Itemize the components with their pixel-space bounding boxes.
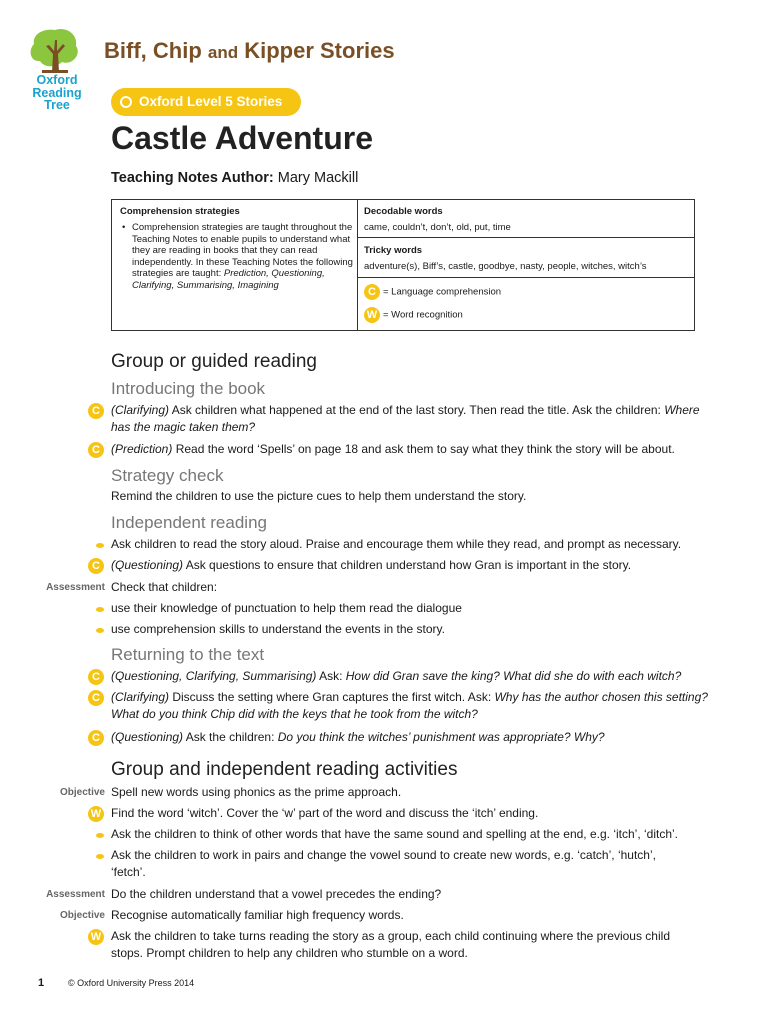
section-strategy: Strategy check	[111, 466, 224, 485]
objective-2: Recognise automatically familiar high frequency words.	[111, 908, 404, 922]
objective-label: Objective	[59, 787, 105, 798]
activity-w1: Find the word ‘witch’. Cover the ‘w’ part of the word and discuss the ‘itch’ ending.	[111, 806, 539, 820]
level-icon	[120, 96, 132, 108]
word-bullet	[96, 543, 104, 548]
activity-w2: Ask the children to take turns reading the story as a group, each child continuing where the previous child stops. Prompt children to help any children who stumble on a word.	[111, 929, 670, 960]
section-returning: Returning to the text	[111, 645, 265, 664]
comprehension-badge: C	[88, 403, 104, 419]
returning-item-2: (Clarifying) Discuss the setting where Gran captures the first witch. Ask: Why has the author chosen this setting? What do you think Chip did with the keys that he took from the witch?	[111, 690, 708, 721]
strategy-text: Remind the children to use the picture cues to help them understand the story.	[111, 489, 527, 503]
word-recognition-badge: W	[88, 929, 104, 945]
legend-w: W = Word recognition	[364, 307, 463, 324]
assessment-label: Assessment	[46, 582, 105, 593]
intro-item-2: (Prediction) Read the word ‘Spells’ on page 18 and ask them to say what they think the story will be about.	[111, 442, 675, 456]
word-recognition-badge: W	[88, 806, 104, 822]
section-group-reading: Group or guided reading	[111, 351, 317, 372]
check-bullet-2: use comprehension skills to understand the events in the story.	[111, 622, 445, 636]
copyright: © Oxford University Press 2014	[68, 978, 195, 988]
tricky-heading: Tricky words	[364, 245, 423, 256]
word-bullet	[96, 854, 104, 859]
level-badge: Oxford Level 5 Stories	[111, 88, 301, 116]
assessment-label: Assessment	[46, 889, 105, 900]
legend-c: C = Language comprehension	[364, 284, 501, 301]
returning-item-1: (Questioning, Clarifying, Summarising) Ask: How did Gran save the king? What did she do with each witch?	[111, 669, 682, 683]
logo-text: Oxford Reading Tree	[32, 73, 82, 112]
objective-1: Spell new words using phonics as the prime approach.	[111, 785, 402, 799]
activity-b2: Ask the children to work in pairs and change the vowel sound to create new words, e.g. ‘catch’, ‘hutch’, ‘fetch’.	[111, 848, 656, 879]
comp-heading: Comprehension strategies	[120, 206, 240, 217]
decodable-words: came, couldn’t, don’t, old, put, time	[364, 222, 511, 233]
comprehension-badge: C	[88, 558, 104, 574]
decodable-heading: Decodable words	[364, 206, 443, 217]
comprehension-badge: C	[88, 690, 104, 706]
word-bullet	[96, 607, 104, 612]
activity-b1: Ask the children to think of other words that have the same sound and spelling at the end, e.g. ‘itch’, ‘ditch’.	[111, 827, 678, 841]
independent-line-2: (Questioning) Ask questions to ensure that children understand how Gran is important in the story.	[111, 558, 632, 572]
word-bullet	[96, 628, 104, 633]
author-line: Teaching Notes Author: Mary Mackill	[111, 170, 359, 186]
comprehension-badge: C	[88, 669, 104, 685]
page-title: Castle Adventure	[111, 120, 373, 156]
tricky-words: adventure(s), Biff’s, castle, goodbye, nasty, people, witches, witch’s	[364, 261, 647, 272]
independent-line-1: Ask children to read the story aloud. Praise and encourage them while they read, and prompt as necessary.	[111, 537, 682, 551]
section-independent: Independent reading	[111, 513, 267, 532]
series-title: Biff, Chip and Kipper Stories	[104, 38, 395, 63]
comprehension-badge: C	[88, 730, 104, 746]
oxford-reading-tree-logo	[26, 24, 84, 74]
returning-item-3: (Questioning) Ask the children: Do you think the witches’ punishment was appropriate? Why?	[111, 730, 605, 744]
info-table	[111, 199, 695, 331]
section-activities: Group and independent reading activities	[111, 759, 458, 780]
check-text: Check that children:	[111, 580, 218, 594]
word-bullet	[96, 833, 104, 838]
check-bullet-1: use their knowledge of punctuation to help them read the dialogue	[111, 601, 462, 615]
objective-label: Objective	[59, 910, 105, 921]
page-number: 1	[38, 977, 45, 989]
intro-item-1: (Clarifying) Ask children what happened at the end of the last story. Then read the title. Ask the children: Where has the magic taken them?	[111, 403, 700, 434]
comprehension-badge: C	[88, 442, 104, 458]
comp-text: • Comprehension strategies are taught throughout the Teaching Notes to enable pupils to understand what they are reading in books that they can read independently. In these Teaching Notes the following strategies are taught: Prediction, Questioning, Clarifying, Summarising, Imagining	[120, 222, 357, 292]
assessment-2: Do the children understand that a vowel precedes the ending?	[111, 887, 442, 901]
section-intro: Introducing the book	[111, 379, 266, 398]
